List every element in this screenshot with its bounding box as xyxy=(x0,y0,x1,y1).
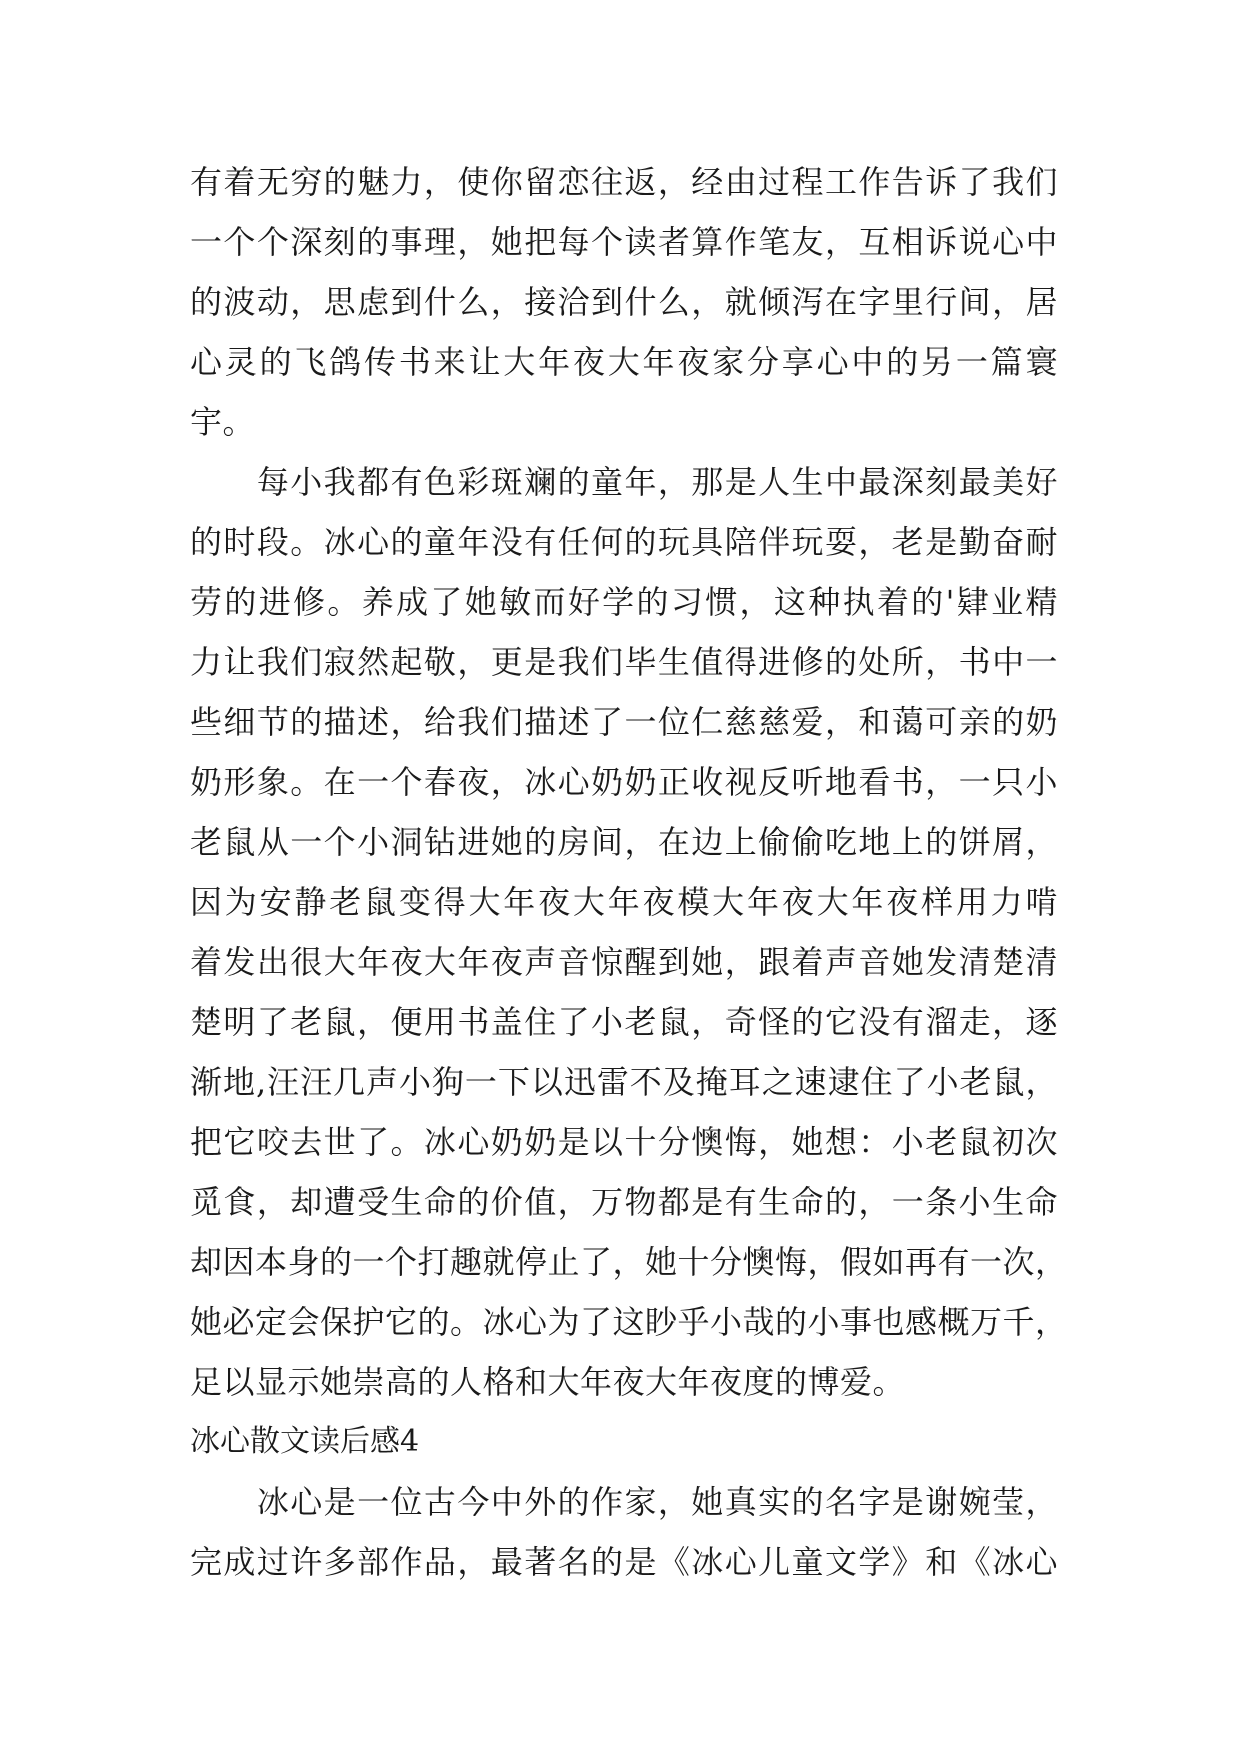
text-line: 老鼠从一个小洞钻进她的房间，在边上偷偷吃地上的饼屑， xyxy=(190,823,1058,861)
text-line: 渐地,汪汪几声小狗一下以迅雷不及掩耳之速逮住了小老鼠， xyxy=(190,1063,1058,1101)
text-line: 把它咬去世了。冰心奶奶是以十分懊悔，她想：小老鼠初次 xyxy=(190,1123,1058,1161)
text-line: 宇。 xyxy=(190,403,256,441)
text-line: 却因本身的一个打趣就停止了，她十分懊悔，假如再有一次， xyxy=(190,1243,1068,1281)
text-line: 足以显示她崇高的人格和大年夜大年夜度的博爱。 xyxy=(190,1363,906,1401)
text-line: 劳的进修。养成了她敏而好学的习惯，这种执着的'肄业精 xyxy=(190,583,1058,621)
text-line: 着发出很大年夜大年夜声音惊醒到她，跟着声音她发清楚清 xyxy=(190,943,1058,981)
paragraph-3 xyxy=(190,1472,1058,1592)
paragraph-1 xyxy=(190,152,1058,452)
text-line: 因为安静老鼠变得大年夜大年夜模大年夜大年夜样用力啃 xyxy=(190,883,1058,921)
text-line: 些细节的描述，给我们描述了一位仁慈慈爱，和蔼可亲的奶 xyxy=(190,703,1058,741)
text-line: 冰心是一位古今中外的作家，她真实的名字是谢婉莹， xyxy=(190,1483,1058,1521)
text-line: 完成过许多部作品，最著名的是《冰心儿童文学》和《冰心 xyxy=(190,1543,1058,1581)
text-line: 楚明了老鼠，便用书盖住了小老鼠，奇怪的它没有溜走，逐 xyxy=(190,1003,1058,1041)
document-body xyxy=(190,152,1068,1592)
text-line: 心灵的飞鸽传书来让大年夜大年夜家分享心中的另一篇寰 xyxy=(190,343,1058,381)
text-line: 她必定会保护它的。冰心为了这眇乎小哉的小事也感概万千， xyxy=(190,1303,1068,1341)
section-heading: 冰心散文读后感4 xyxy=(190,1424,420,1459)
text-line: 的波动，思虑到什么，接洽到什么，就倾泻在字里行间，居 xyxy=(190,283,1058,321)
text-line: 觅食，却遭受生命的价值，万物都是有生命的，一条小生命 xyxy=(190,1183,1058,1221)
text-line: 有着无穷的魅力，使你留恋往返，经由过程工作告诉了我们 xyxy=(190,163,1058,201)
paragraph-2 xyxy=(190,452,1068,1412)
text-line: 每小我都有色彩斑斓的童年，那是人生中最深刻最美好 xyxy=(190,463,1058,501)
text-line: 力让我们寂然起敬，更是我们毕生值得进修的处所，书中一 xyxy=(190,643,1058,681)
text-line: 的时段。冰心的童年没有任何的玩具陪伴玩耍，老是勤奋耐 xyxy=(190,523,1058,561)
text-line: 一个个深刻的事理，她把每个读者算作笔友，互相诉说心中 xyxy=(190,223,1058,261)
text-line: 奶形象。在一个春夜，冰心奶奶正收视反听地看书，一只小 xyxy=(190,763,1058,801)
